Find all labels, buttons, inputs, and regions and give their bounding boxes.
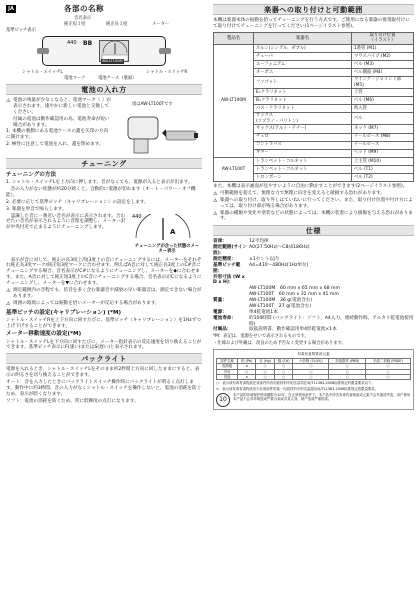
tuning-figure: [130, 214, 202, 258]
battery-drawing: [118, 109, 202, 155]
instrument-cell: B♭クラリネット: [254, 97, 352, 105]
battery-step-2: 2. 極性に注意して電池を入れ、蓋を閉めます。: [6, 142, 104, 148]
instrument-cell: E♭クラリネット: [254, 89, 352, 97]
spec-key: 質量：: [213, 298, 227, 304]
battery-illustration: [118, 102, 202, 154]
spec-value: AW-LT100M 60 mm x 65 mm x 68 mm: [249, 286, 341, 292]
spec-key: 外形寸法 (W x D x H)：: [213, 274, 245, 286]
shuttle-switch-r: [159, 48, 171, 54]
instrument-cell: サックス(アルト・テナー): [254, 125, 352, 133]
position-cell: ベル: [352, 113, 414, 125]
left-column: [6, 4, 202, 406]
spec-value: AW-LT100T 60 mm x 32 mm x 41 mm: [249, 292, 339, 298]
battery-band: 電池の入れ方: [6, 84, 202, 95]
spec-row: [213, 327, 414, 333]
warning-icon: ⚠: [6, 287, 11, 294]
rohs-cell: 其他: [217, 375, 238, 380]
warning-icon: ⚠: [6, 98, 11, 104]
model-cell: AW-LT100M: [214, 44, 254, 157]
battery-note: 付属の電池は動作確認用の為、電池寿命が短い場合があります。: [13, 116, 110, 128]
mounting-note: また、本機は表示画面が見やすいように自由に動かすことができます(2ページイラスト参照)。: [213, 184, 408, 190]
mounting-warning-3: 楽器の種類や変化や塗装などの状態によっては、本機の装着により損傷を与える恐れがあります。: [220, 210, 413, 222]
label-battery-mark: 電池マーク: [64, 76, 86, 81]
spec-row: [213, 263, 414, 275]
spec-key: 電源：: [213, 309, 227, 315]
instrument-cell: チューバ: [254, 52, 352, 60]
position-cell: ベル (T1): [352, 165, 414, 173]
position-cell: ベル側面 (M4): [352, 69, 414, 77]
label-minor-third: 純正短３度: [64, 22, 86, 27]
rohs-row: [217, 375, 411, 380]
spec-key: 基準ピッチ範囲：: [213, 262, 241, 274]
rohs-cell: ○: [256, 375, 275, 380]
rohs-header-cell: 部件名称: [217, 358, 238, 363]
backlight-band: バックライト: [6, 353, 202, 364]
instrument-cell: ホルン(シングル、ダブル): [254, 44, 352, 52]
position-cell: マウスパイプ (M2): [352, 52, 414, 60]
tuning-fig-note: A: [170, 227, 176, 236]
parts-diagram: [6, 16, 202, 82]
figure-note: 図はAW-LT100Tです: [132, 102, 173, 107]
spec-row: [213, 316, 414, 328]
rohs-note-2: ×：表示该有毒有害物质至少在该部件的某一均质材料中的含量超出SJ/T11363-2006标准规定的限量要求。: [216, 386, 379, 391]
position-cell: 1番管 (M1): [352, 44, 414, 52]
label-switch-r: シャトル・スイッチR: [146, 70, 188, 75]
label-major-third: 純正長３度: [106, 22, 128, 27]
battery-warning: 電池の残量が少なくなると、電池マーク（ ）が表示されます。速やかに新しい電池と交換してください。: [13, 98, 111, 115]
rohs-cell: ○: [365, 369, 410, 374]
tuning-figure-caption: チューニングが合った状態のメーター表示: [134, 243, 200, 255]
meter-mode-text: シャトル・スイッチLを下方向に回すたびに、メーター指針表示の反応速度を切り換えることができます。基準ピッチ表示にF(速い)またはS(遅い)と表示されます。: [6, 339, 202, 351]
header-instrument: 楽器名: [254, 32, 352, 44]
pitch-readout: 440: [67, 40, 77, 46]
label-calibration: 基準ピッチ表示: [6, 28, 36, 33]
spec-value: 単4乾電池1本: [249, 309, 278, 315]
tuner-body: [42, 36, 166, 66]
label-battery-case: 電池ケース（裏面）: [98, 76, 137, 81]
tuning-step-3: 3. 楽器を単音で鳴らします。: [6, 206, 67, 212]
instrument-cell: トランペット・コルネット: [254, 165, 352, 173]
label-sound-input: 音名表示: [74, 16, 92, 21]
spec-value: A0(27.50Hz)〜C8(4186Hz): [249, 245, 310, 251]
meter-mode-subtitle: メーター移動速度の設定(*M): [6, 331, 82, 338]
note-name-display: BB: [83, 40, 93, 47]
tuning-warning-2: 周囲の環境によっては振動を拾いメーターが反応する場合があります。: [13, 300, 160, 306]
tuning-step-3-detail: 認識した音に一番近い音名が表示に表示されます。合わせたい音名が表示されるように音程を調整し、メーター針が中央付近で止まるようにチューニングします。: [6, 213, 126, 231]
rohs-cell: ×: [238, 364, 256, 369]
instrument-cell: サックス (ソプラノ・バリトン): [254, 113, 352, 125]
position-cell: 吹入管: [352, 105, 414, 113]
header-position: 取り付け位置 （イラスト）: [352, 32, 414, 44]
battery-section: [6, 98, 202, 156]
rohs-cell: ○: [274, 375, 292, 380]
rohs-header-cell: 铅 (Pb): [238, 358, 256, 363]
rohs-header-cell: 汞 (Hg): [256, 358, 275, 363]
language-badge: JA: [6, 5, 16, 13]
calibration-text: シャトル・スイッチRを上下方向に回すたびに、基準ピッチ（キャリブレーション）を1Hzずつ上げ下げすることができます。: [6, 317, 201, 329]
model-cell: AW-LT100T: [214, 157, 254, 181]
rohs-cell: ○: [274, 364, 292, 369]
spec-key: 測定精度：: [213, 256, 236, 262]
spec-key: 測定範囲(サイン波)：: [213, 245, 247, 257]
spec-row: [213, 275, 414, 287]
rohs-header-cell: 六价铬 (Cr(VI)): [293, 358, 329, 363]
tuning-detail-row: [6, 214, 202, 258]
rohs-header-cell: 多溴联苯 (PBB): [329, 358, 366, 363]
table-row: [214, 44, 414, 52]
rohs-cell: ○: [293, 364, 329, 369]
spec-value: A4=410〜480Hz(1Hz単位): [249, 262, 309, 268]
rohs-note-1: ○：表示该有毒有害物质在该部件所有均质材料中的含量均在SJ/T11363-2006标准规定的限量要求以下。: [216, 381, 375, 386]
spec-value: AW-LT100M 36 g(電池含む): [249, 298, 313, 304]
position-cell: ネック (M7): [352, 125, 414, 133]
rohs-cell: 电路板: [217, 364, 238, 369]
rohs-cell: ○: [256, 364, 275, 369]
spec-value: 12平均律: [249, 239, 269, 245]
mounting-band: 楽器への取り付けと可動範囲: [213, 4, 414, 15]
mounting-warning-1: 可動範囲を超えて、無理な力で無理に向きを変えると破損する恐れがあります。: [220, 190, 385, 196]
position-cell: 上管: [352, 89, 414, 97]
rohs-cell: ○: [293, 375, 329, 380]
mounting-warning-2: 楽器への取り付け、取り外しはていねいに行ってください。また、取り付け位置や付け方によっては、取り付け部が残る場合があります。: [220, 197, 413, 209]
spec-value: AW-LT100T 27 g(電池含む): [249, 303, 311, 309]
spec-value: [249, 275, 414, 287]
mounting-intro: 本機は楽器本体の振動を拾ってチューニングを行う方式です。ご使用になる楽器の推奨取付けにて取り付けてチューニングを行ってください(1ページイラスト参照)。: [213, 18, 410, 29]
spec-value: ±1セント以内: [249, 256, 279, 262]
tuning-step-1-note: 音の入力がない状態が約20分続くと、自動的に電源が切れます（オート・パワー・オフ機能）。: [6, 187, 196, 198]
position-cell: 上主管 (M10): [352, 157, 414, 165]
spec-value: 約100時間 (バックライト：ソフト、A4入力、連続動作時、アルカリ乾電池使用時): [249, 315, 414, 327]
position-cell: ヘッド (M9): [352, 149, 414, 157]
tuning-step-1: 1. シャトル・スイッチLを上方向に押します。音がなくても、電源が入ると表示が出ます。: [6, 180, 193, 186]
tuning-band: チューニング: [6, 158, 202, 169]
rohs-table: [216, 358, 411, 381]
tuning-step-3-major-minor: 表示が音に対して、純正の長3度上/短3度上の音にチューニングするには、メーターをそれぞれ純正長3度マーク/純正短3度マークに合わせます。例えばA音に対して純正長3度上のC#音にチューニングする場合、音名表示がC#になるようにチューニングし、メーターを◆に合わせます。また、A音に対して純正短3度上のC音にチューニングする場合、音名表示がCになるようにチューニングし、メーターを▼に合わせます。: [6, 257, 202, 287]
backlight-text-3: ソフト：電池の消耗を防ぐため、常に低輝度の点灯になります。: [6, 398, 139, 404]
instrument-cell: ファゴット: [254, 77, 352, 89]
tuning-step-2: 2. 必要に応じて基準ピッチ（キャリブレーション）の設定をします。: [6, 199, 149, 205]
warning-icon: ⚠: [213, 190, 218, 197]
spec-key: 音律：: [213, 239, 227, 245]
spec-key: 付属品：: [213, 327, 232, 333]
specs-band: 仕様: [213, 225, 414, 236]
warning-icon: ⚠: [213, 210, 218, 217]
rohs-cell: ○: [329, 364, 366, 369]
spec-value: 取扱説明書、動作確認用単4形乾電池×1本: [249, 327, 337, 333]
rohs-header-cell: 镉 (Cd): [274, 358, 292, 363]
instrument-table-header: [214, 32, 414, 44]
label-switch-l: シャトル・スイッチL: [22, 70, 63, 75]
spec-row: [213, 245, 414, 257]
rohs-cell: 外壳: [217, 369, 238, 374]
rohs-title: 有毒有害物質或元素: [297, 352, 330, 357]
tuning-warning-1: 測定範囲内の音程でも、倍音を多く含む楽器音や減衰の早い楽器音は、測定できない場合があります。: [13, 287, 202, 299]
calibration-subtitle: 基準ピッチの設定(キャリブレーション) (*M): [6, 309, 122, 316]
rohs-cell: ○: [365, 375, 410, 380]
position-cell: テールピース (M8): [352, 133, 414, 141]
rohs-cell: ○: [274, 369, 292, 374]
instrument-cell: チェロ: [254, 133, 352, 141]
instrument-table: [213, 32, 414, 182]
names-title: 各部の名称: [64, 4, 104, 14]
spec-key: 電池寿命：: [213, 315, 236, 321]
rohs-cell: ×: [238, 375, 256, 380]
eco-period-mark: 10: [216, 393, 230, 407]
names-header: [6, 4, 202, 14]
instrument-cell: ユーフォニアム: [254, 60, 352, 68]
table-row: [214, 157, 414, 165]
backlight-text-1: 電源を入れるとき、シャトル・スイッチLをそのまま約2秒間上方向に回したままにすると、表示の明るさを切り換えることができます。: [6, 367, 200, 379]
eco-text: 本产品的环境保护使用期限为10年，在正常使用条件下，本产品中所含有毒有害物质或元素不会外泄或突变，用户使用本产品不会对环境造成严重污染或对其人身、财产造成严重损害。: [233, 392, 411, 402]
rohs-cell: ○: [329, 375, 366, 380]
instrument-cell: バス・クラリネット: [254, 105, 352, 113]
rohs-cell: ○: [365, 364, 410, 369]
battery-step-1: 1. 本機の裏側にある電池ケースの蓋を矢印の方向に開けます。: [6, 129, 109, 141]
instrument-cell: ギター: [254, 149, 352, 157]
instrument-cell: トロンボーン: [254, 173, 352, 181]
shuttle-switch-l: [37, 48, 49, 54]
rohs-cell: ○: [329, 369, 366, 374]
spec-list: [213, 239, 414, 333]
warning-icon: ⚠: [6, 300, 11, 307]
rohs-header-cell: 多溴二苯醚 (PBDE): [365, 358, 410, 363]
position-cell: ベル (M6): [352, 97, 414, 105]
position-cell: ウイング・ジョイント部 (M5): [352, 77, 414, 89]
rohs-cell: ○: [238, 369, 256, 374]
label-meter: メーター: [152, 22, 170, 27]
position-cell: テールピース: [352, 141, 414, 149]
backlight-text-2: オート：音を入力したときにバックライトスイッチ操作時にバックライトが明るく点灯します。動作中に約3秒間、音の入力がなくシャトル・スイッチを操作しないと、電池の消耗を防ぐため、表示が暗くなります。: [6, 380, 202, 397]
model-label: AW-LT100M: [102, 59, 123, 63]
spec-footnote-1: *M：表記は、電源をせいで表示されるものです。: [213, 334, 309, 340]
position-cell: ベル (T2): [352, 173, 414, 181]
position-cell: ベル (M3): [352, 60, 414, 68]
instrument-cell: コントラバス: [254, 141, 352, 149]
rohs-cell: ○: [256, 369, 275, 374]
rohs-box: [213, 349, 414, 410]
spec-footnote-2: ・仕様および外観は、改良のため予告なく変更する場合があります。: [213, 340, 346, 346]
eco-section: [216, 393, 411, 407]
right-column: [213, 4, 414, 410]
rohs-cell: ○: [293, 369, 329, 374]
tuning-subtitle: チューニングの方法: [6, 172, 57, 178]
tuning-fig-readout: 440: [132, 213, 142, 220]
instrument-cell: トランペット・コルネット: [254, 157, 352, 165]
instrument-cell: オーボエ: [254, 69, 352, 77]
warning-icon: ⚠: [213, 197, 218, 204]
battery-text: [6, 98, 112, 149]
header-model: 製品名: [214, 32, 254, 44]
